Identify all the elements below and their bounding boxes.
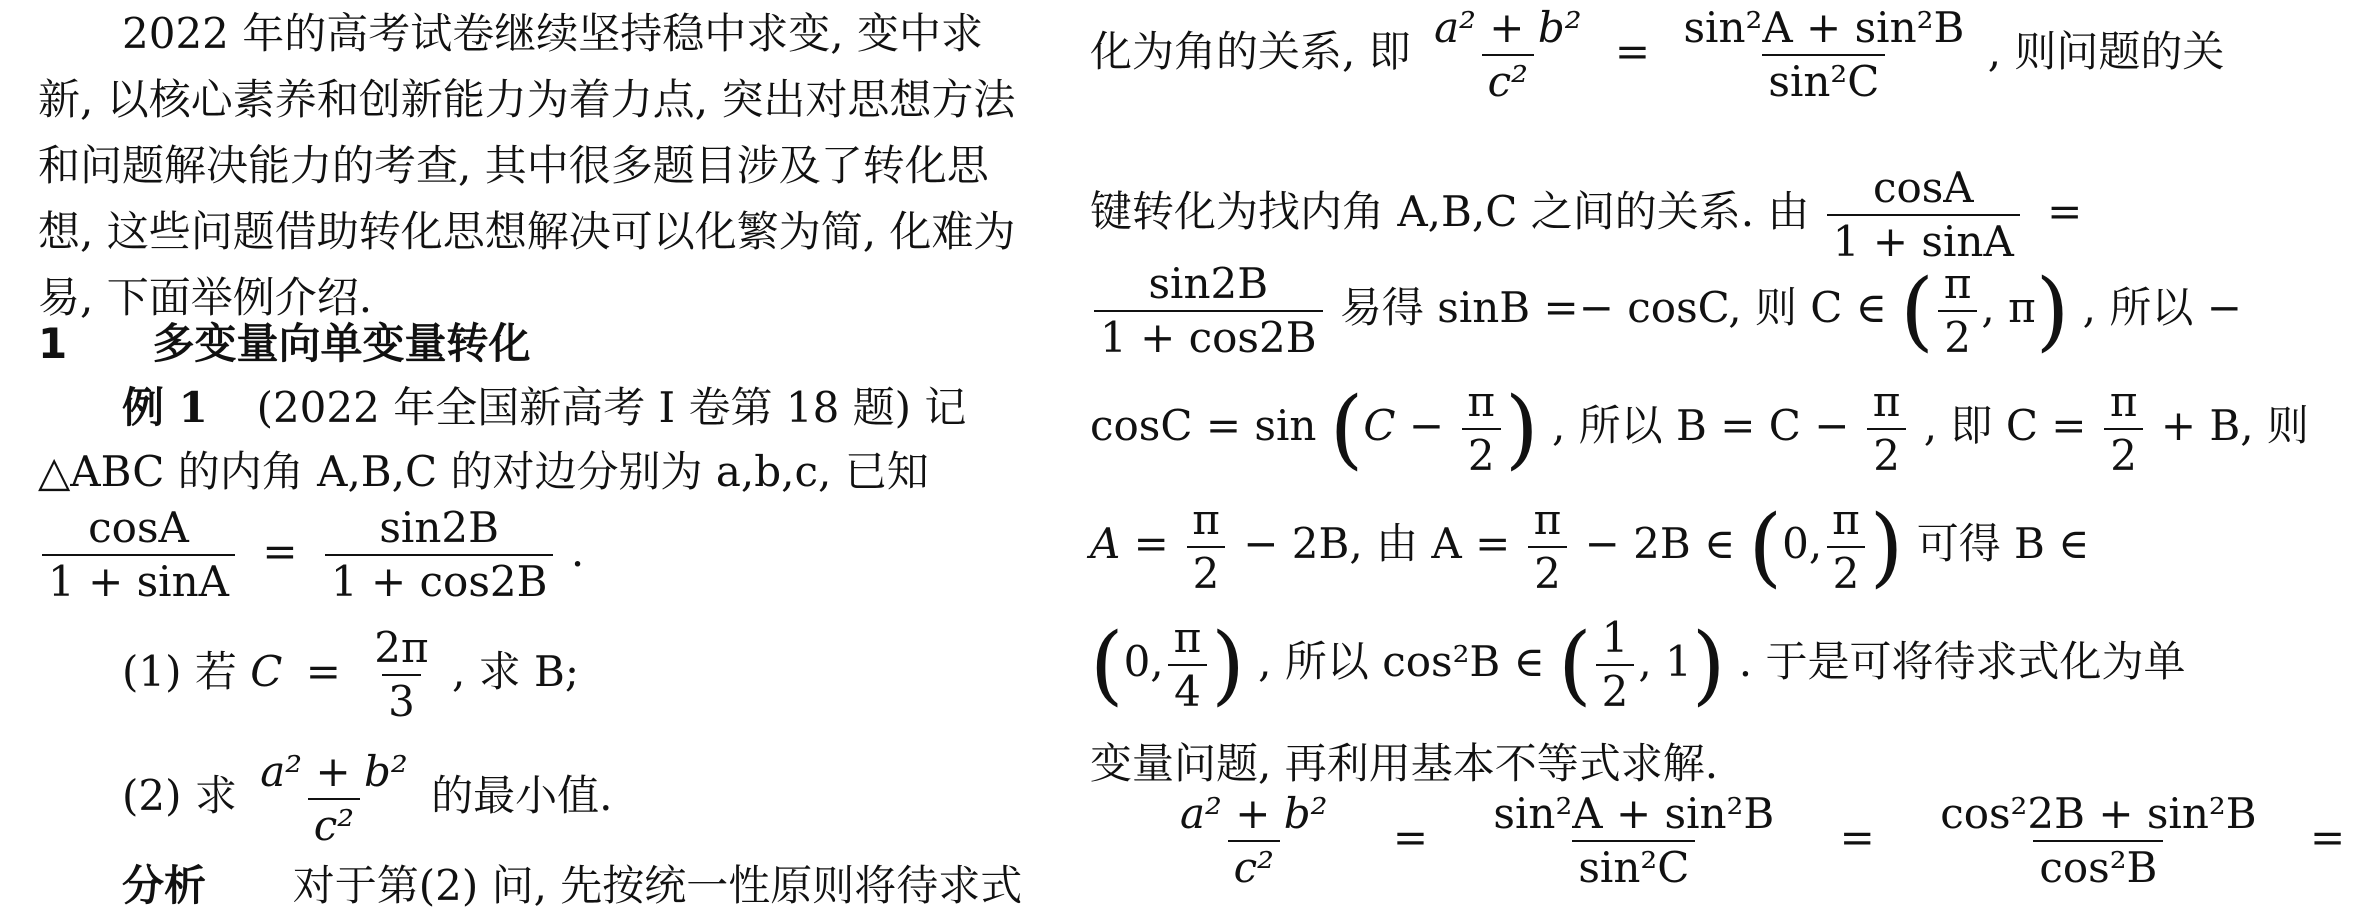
r8-fraction-2: $\frac{\text{sin²A + sin²B}}{\text{sin²C}}$ (1493, 789, 1775, 893)
r6-half: $\frac{1}{2}$ (1596, 616, 1635, 714)
example-label: 例 1 (122, 383, 208, 432)
r6-pi-quarter: $\frac{\pi}{4}$ (1168, 616, 1208, 714)
right-line-1: 化为角的关系, 即 $\frac{\text{a² + b²}}{\text{c²}}$ = $\frac{\text{sin²A + sin²B}}{\text{sin²C}}$ , 则问题的关 (1090, 3, 2225, 107)
given-right-fraction: $\frac{\sin 2B}{1 + \cos 2B}$ (325, 506, 554, 604)
paren-close: ) (1505, 379, 1539, 480)
r4-pi-half-a: $\frac{\pi}{2}$ (1461, 380, 1501, 478)
right-line-4: cosC = sin (C − $\frac{\pi}{2}$ ) , 所以 B = C − $\frac{\pi}{2}$ , 即 C = $\frac{\pi}{2}$ + B, 则 (1090, 377, 2309, 481)
right-line-6: (0, $\frac{\pi}{4}$ ) , 所以 cos²B ∈ ( $\frac{1}{2}$ , 1) . 于是可将待求式化为单 (1090, 613, 2186, 717)
question-1: (1) 若 C = $\frac{2\pi}{3}$ , 求 B; (122, 623, 580, 727)
r3-pi-half: $\frac{\pi}{2}$ (1938, 262, 1978, 360)
intro-line-3: 和问题解决能力的考查, 其中很多题目涉及了转化思 (38, 141, 989, 190)
r2-fraction: $\frac{\cos A}{1 + \sin A}$ (1827, 166, 2020, 264)
question-2: (2) 求 $\frac{\text{a² + b²}}{\text{c²}}$ 的最小值. (122, 747, 613, 851)
example-line-1 (38, 380, 1008, 436)
r4-pi-half-c: $\frac{\pi}{2}$ (2104, 380, 2144, 478)
intro-line-4: 想, 这些问题借助转化思想解决可以化繁为简, 化难为 (38, 207, 1016, 256)
right-line-2: 键转化为找内角 A,B,C 之间的关系. 由 $\frac{\cos A}{1 + \sin A}$ = (1090, 163, 2083, 267)
q2-fraction: $\frac{\text{a² + b²}}{\text{c²}}$ (260, 747, 408, 851)
section-heading (38, 316, 1008, 372)
section-number: 1 (38, 319, 68, 368)
r1-fraction-1: $\frac{\text{a² + b²}}{\text{c²}}$ (1434, 3, 1582, 107)
analysis-line: 分析 对于第(2) 问, 先按统一性原则将待求式 (122, 861, 1023, 910)
r4-pi-half-b: $\frac{\pi}{2}$ (1867, 380, 1907, 478)
paren-open: ( (1748, 497, 1783, 598)
right-line-8: $\frac{\text{a² + b²}}{\text{c²}}$ = $\frac{\text{sin²A + sin²B}}{\text{sin²C}}$ = $\frac{\text{cos²2B + sin²B}}{\text{cos²B}}$ = (1090, 792, 2065, 890)
paren-open: ( (1900, 261, 1934, 362)
right-line-5: A = $\frac{\pi}{2}$ − 2B, 由 A = $\frac{\pi}{2}$ − 2B ∈ (0, $\frac{\pi}{2}$ ) 可得 B ∈ (1090, 495, 2090, 599)
r5-pi-half-a: $\frac{\pi}{2}$ (1186, 498, 1226, 596)
paren-open: ( (1329, 379, 1364, 480)
paren-open: ( (1558, 615, 1592, 716)
intro-line-1: 2022 年的高考试卷继续坚持稳中求变, 变中求 (122, 9, 983, 58)
analysis-label: 分析 (122, 861, 207, 910)
right-line-7: 变量问题, 再利用基本不等式求解. (1090, 739, 1719, 788)
intro-line-5: 易, 下面举例介绍. (38, 273, 373, 322)
given-equation: $\frac{\cos A}{1 + \sin A}$ = $\frac{\sin 2B}{1 + \cos 2B}$ . (38, 506, 1008, 604)
r8-fraction-1: $\frac{\text{a² + b²}}{\text{c²}}$ (1180, 789, 1328, 893)
paren-close: ) (1869, 497, 1904, 598)
paren-close: ) (1211, 615, 1245, 716)
r5-pi-half-c: $\frac{\pi}{2}$ (1826, 498, 1866, 596)
right-line-3: $\frac{\sin 2B}{1 + \cos 2B}$ 易得 sinB =− cosC, 则 C ∈ ( $\frac{\pi}{2}$ , π) , 所以 − (1090, 262, 2065, 360)
r5-pi-half-b: $\frac{\pi}{2}$ (1528, 498, 1568, 596)
r3-fraction: $\frac{\sin 2B}{1 + \cos 2B}$ (1094, 262, 1323, 360)
example-line-2: △ABC 的内角 A,B,C 的对边分别为 a,b,c, 已知 (38, 447, 929, 496)
example-source: (2022 年全国新高考 Ⅰ 卷第 18 题) 记 (256, 383, 967, 432)
section-title: 多变量向单变量转化 (152, 319, 531, 368)
paren-close: ) (1691, 615, 1726, 716)
r8-fraction-3: $\frac{\text{cos²2B + sin²B}}{\text{cos²B}}$ (1940, 789, 2257, 893)
intro-line-2: 新, 以核心素养和创新能力为着力点, 突出对思想方法 (38, 75, 1016, 124)
paren-close: ) (2035, 261, 2070, 362)
r1-fraction-2: $\frac{\text{sin²A + sin²B}}{\text{sin²C}}$ (1683, 3, 1965, 107)
paren-open: ( (1090, 615, 1124, 716)
given-left-fraction: $\frac{\cos A}{1 + \sin A}$ (42, 506, 235, 604)
q1-fraction: $\frac{2\pi}{3}$ (374, 623, 429, 727)
